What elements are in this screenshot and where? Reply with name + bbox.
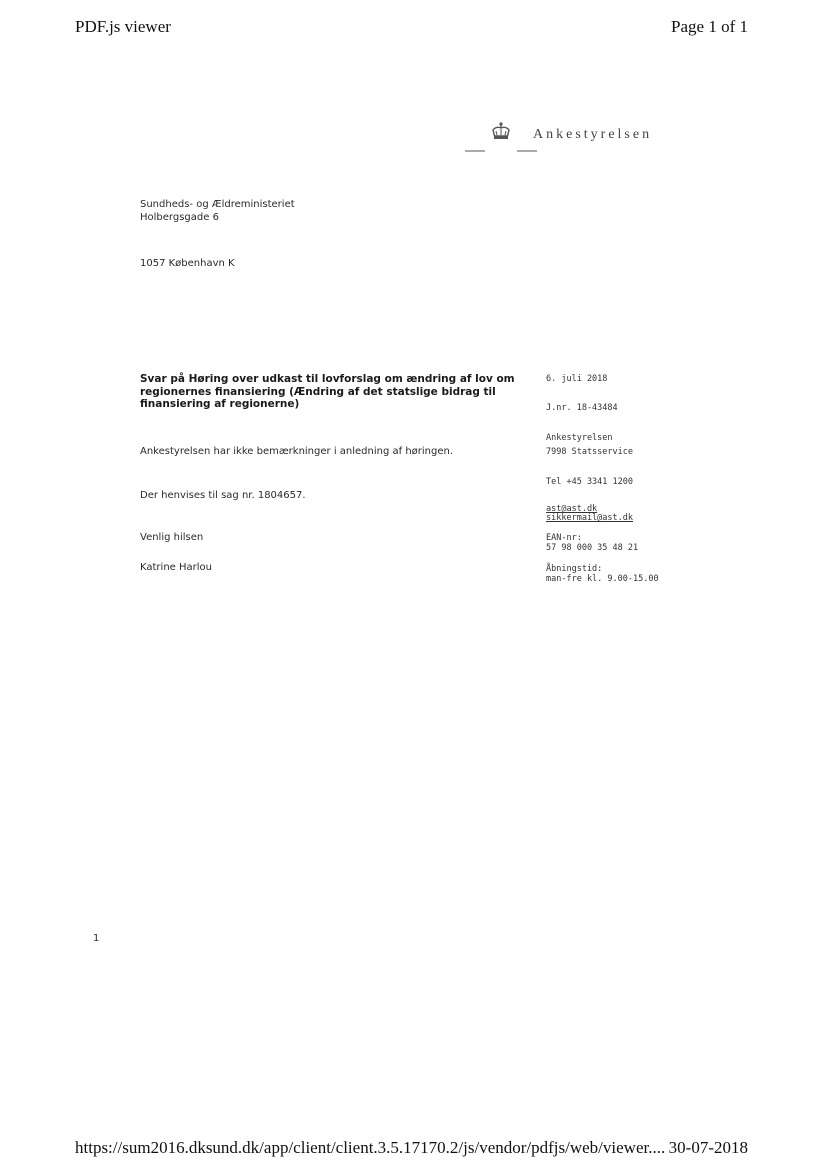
sidebar-ean-value: 57 98 000 35 48 21 <box>546 543 639 553</box>
logo-divider-right <box>517 150 537 152</box>
closing: Venlig hilsen <box>140 532 204 543</box>
sidebar-org-name: Ankestyrelsen <box>546 433 613 443</box>
sidebar-hours-value: man-fre kl. 9.00-15.00 <box>546 574 659 584</box>
sidebar-journal-number: J.nr. 18-43484 <box>546 403 618 413</box>
print-footer-date: 30-07-2018 <box>668 1138 748 1157</box>
recipient-city: 1057 København K <box>140 258 235 269</box>
page-number: 1 <box>93 933 100 944</box>
letter-subject: Svar på Høring over udkast til lovforslag om ændring af lov om regionernes finansiering (Ændring af det statslige bidrag til finansiering af regionerne) <box>140 373 515 410</box>
sidebar-phone: Tel +45 3341 1200 <box>546 477 633 487</box>
recipient-address <box>140 198 295 270</box>
body-paragraph-2: Der henvises til sag nr. 1804657. <box>140 490 306 501</box>
recipient-street: Holbergsgade 6 <box>140 212 219 223</box>
print-header-page-indicator: Page 1 of 1 <box>671 17 748 36</box>
sidebar-email-link[interactable]: ast@ast.dk <box>546 504 598 514</box>
logo-divider-left <box>465 150 485 152</box>
sidebar-address: 7998 Statsservice <box>546 447 633 457</box>
sidebar-hours-label: Åbningstid: <box>546 564 603 574</box>
recipient-name: Sundheds- og Ældreministeriet <box>140 199 295 210</box>
sidebar-ean-label: EAN-nr: <box>546 533 582 543</box>
logo-wordmark: Ankestyrelsen <box>533 127 653 142</box>
sidebar-date: 6. juli 2018 <box>546 374 608 384</box>
sidebar-secure-email-link[interactable]: sikkermail@ast.dk <box>546 513 633 523</box>
print-header-title: PDF.js viewer <box>75 17 171 36</box>
crown-icon <box>490 121 512 147</box>
signature: Katrine Harlou <box>140 562 212 573</box>
print-footer-url: https://sum2016.dksund.dk/app/client/client.3.5.17170.2/js/vendor/pdfjs/web/viewer.... <box>75 1138 666 1157</box>
body-paragraph-1: Ankestyrelsen har ikke bemærkninger i anledning af høringen. <box>140 446 454 457</box>
